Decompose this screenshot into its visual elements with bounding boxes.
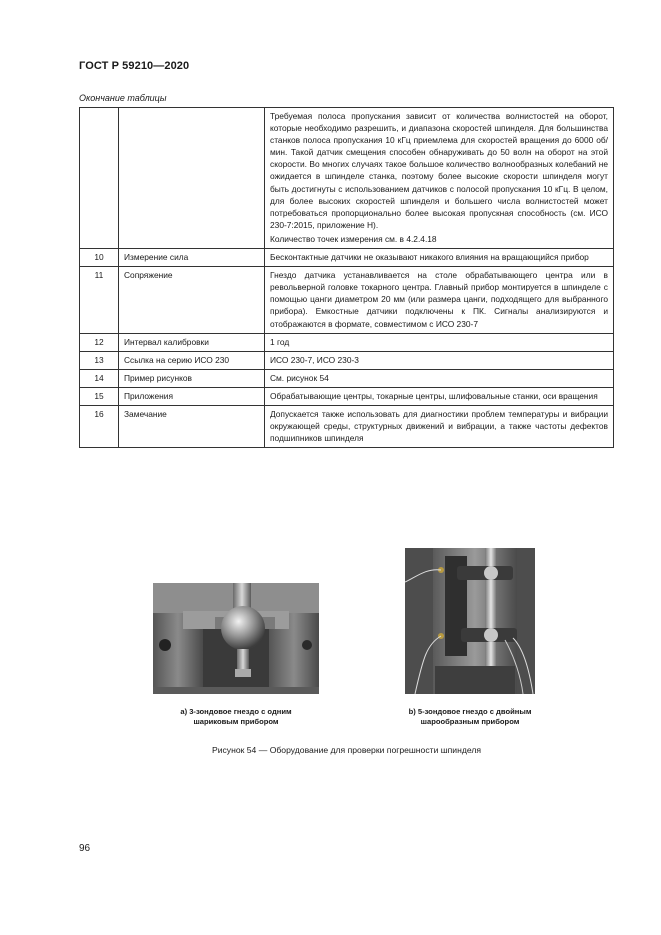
row-number: 11: [80, 267, 119, 333]
parameter-name: Замечание: [119, 405, 265, 447]
figure-caption: Рисунок 54 — Оборудование для проверки погрешности шпинделя: [211, 745, 482, 755]
caption-b: [386, 707, 554, 727]
description-paragraph: Гнездо датчика устанавливается на столе обрабатывающего центра или в револьверной головке токарного центра. Главный прибор монтируется в шпинделе с помощью цанги диаметром 20 мм (или размера цанги, подходящего для выбранного прибора). Емкостные датчики подключены к ПК. Сигналы анализируются и отображаются в формате, совместимом с ИСО 230-7: [270, 270, 608, 329]
standard-header: ГОСТ Р 59210—2020: [79, 60, 190, 72]
photo-3-probe-nest: [153, 583, 319, 694]
table-row: [80, 387, 614, 405]
table-row: [80, 369, 614, 387]
table-row: [80, 108, 614, 249]
table-row: [80, 351, 614, 369]
description-paragraph: Допускается также использовать для диагностики проблем температуры и вибрации окружающей среды, структурных движений и вибрации, а также частоты дефектов подшипников шпинделя: [270, 408, 608, 444]
table-row: [80, 333, 614, 351]
caption-a-line2: шариковым прибором: [193, 717, 279, 726]
spec-table: [79, 107, 614, 448]
caption-b-line1: b) 5-зондовое гнездо с двойным: [408, 707, 532, 716]
table-continuation-label: Окончание таблицы: [79, 93, 167, 103]
row-number: 12: [80, 333, 119, 351]
description-paragraph: Обрабатывающие центры, токарные центры, шлифовальные станки, оси вращения: [270, 390, 598, 401]
caption-b-line2: шарообразным прибором: [420, 717, 520, 726]
parameter-description: [265, 108, 614, 249]
caption-a-line1: а) 3-зондовое гнездо с одним: [180, 707, 292, 716]
photo-5-probe-nest: [405, 548, 535, 694]
parameter-description: [265, 387, 614, 405]
parameter-description: [265, 405, 614, 447]
parameter-name: Сопряжение: [119, 267, 265, 333]
page-number: 96: [79, 843, 91, 854]
caption-a: [150, 707, 322, 727]
description-paragraph: Количество точек измерения см. в 4.2.4.18: [270, 233, 437, 244]
row-number: [80, 108, 119, 249]
parameter-name: Пример рисунков: [119, 369, 265, 387]
description-paragraph: См. рисунок 54: [270, 372, 329, 383]
table-row: [80, 249, 614, 267]
row-number: 14: [80, 369, 119, 387]
description-paragraph: Требуемая полоса пропускания зависит от количества волнистостей на оборот, которые необходимо разрешить, и диапазона скоростей шпинделя. Для большинства станков полоса пропускания 10 кГц приемлема для скоростей вращения до 6000 об/мин. Такой датчик смещения способен обнаруживать до 50 волн на оборот на этой скорости. Во многих случаях такое большое количество волнообразных колебаний не ожидается в шпинделе станка, поэтому более высокие скорости шпинделя могут быть достигнуты с использованием датчиков с полосой пропускания 10 кГц. В целом, для более высоких скоростей шпинделя и большего числа волнистостей может потребоваться пропорционально более высокая пропускная способность (см. ИСО 230-7:2015, приложение Н).: [270, 111, 608, 230]
parameter-name: [119, 108, 265, 249]
description-paragraph: ИСО 230-7, ИСО 230-3: [270, 354, 359, 365]
parameter-name: Интервал калибровки: [119, 333, 265, 351]
parameter-description: [265, 369, 614, 387]
row-number: 13: [80, 351, 119, 369]
row-number: 10: [80, 249, 119, 267]
parameter-description: [265, 267, 614, 333]
parameter-name: Ссылка на серию ИСО 230: [119, 351, 265, 369]
parameter-description: [265, 351, 614, 369]
table-row: [80, 267, 614, 333]
parameter-description: [265, 249, 614, 267]
parameter-description: [265, 333, 614, 351]
description-paragraph: 1 год: [270, 336, 290, 347]
row-number: 16: [80, 405, 119, 447]
row-number: 15: [80, 387, 119, 405]
parameter-name: Измерение сила: [119, 249, 265, 267]
parameter-name: Приложения: [119, 387, 265, 405]
table-row: [80, 405, 614, 447]
description-paragraph: Бесконтактные датчики не оказывают никакого влияния на вращающийся прибор: [270, 252, 589, 263]
